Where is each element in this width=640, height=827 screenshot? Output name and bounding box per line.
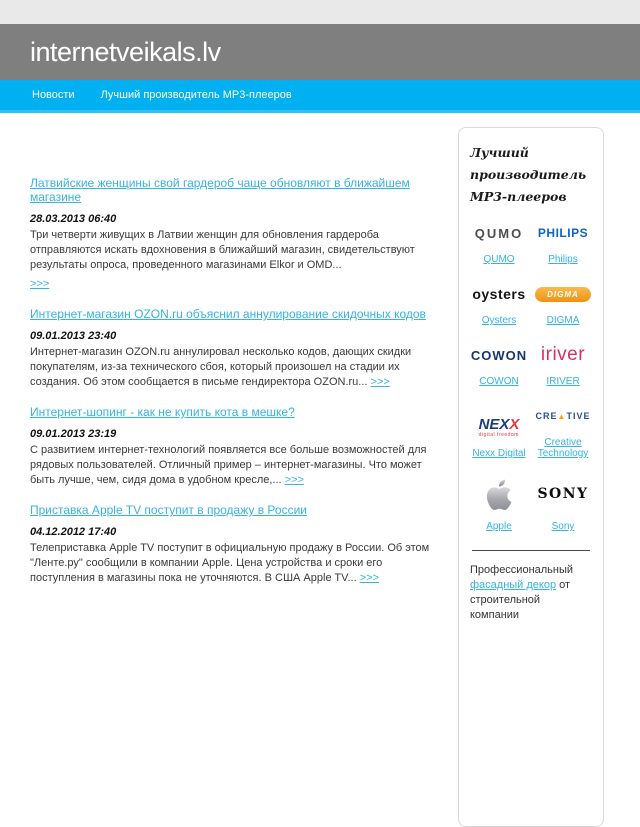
brand-cell-digma (534, 281, 592, 326)
main-nav (0, 80, 640, 113)
brand-cell-oysters (470, 281, 528, 326)
iriver-logo-icon: iriver (540, 344, 586, 365)
nav-item-news[interactable]: Новости (32, 89, 75, 101)
sony-logo-icon: SONY (537, 486, 589, 502)
article-date: 28.03.2013 06:40 (30, 213, 117, 225)
brand-link-creative[interactable]: Creative Technology (537, 437, 589, 459)
qumo-logo-icon: QUMO (474, 225, 524, 241)
footer-text-suffix: от строительной компании (470, 579, 571, 621)
read-more-link[interactable]: >>> (30, 278, 50, 290)
brand-link-iriver[interactable]: IRIVER (546, 376, 580, 387)
article-body (30, 443, 446, 488)
brand-link-digma[interactable]: DIGMA (546, 315, 580, 326)
sidebar-footer-text (470, 563, 592, 623)
brand-grid (470, 220, 592, 532)
brand-link-cowon[interactable]: COWON (479, 376, 519, 387)
article-date: 09.01.2013 23:19 (30, 428, 117, 440)
article-body (30, 345, 446, 390)
nexx-logo-icon: NEXX digital freedom (478, 415, 520, 438)
read-more-link[interactable]: >>> (370, 376, 390, 388)
article-text: Три четверти живущих в Латвии женщин для обновления гардероба отправляются искать вдохновения в ближайший магазин, свидетельствуют результаты опроса, проведенного магазинами Elkor и OMD... (30, 229, 415, 271)
article (30, 403, 446, 488)
article-title-link[interactable]: Интернет-магазин OZON.ru объяснил аннулирование скидочных кодов (30, 307, 426, 321)
facade-decor-link[interactable]: фасадный декор (470, 579, 557, 591)
philips-logo-icon: PHILIPS (537, 226, 589, 240)
news-list (30, 176, 446, 599)
nav-item-best-mp3-producer[interactable]: Лучший производитель МР3-плееров (100, 89, 292, 101)
creative-logo-icon: CRE▲TIVE (535, 411, 591, 421)
article-text: С развитием интернет-технологий появляется все больше возможностей для рядовых пользователей. Отличный пример – интернет-магазины. Что может быть лучше, чем, сидя дома в удобном кресле,... (30, 444, 427, 486)
brand-cell-qumo (470, 220, 528, 265)
article-title-link[interactable]: Приставка Apple TV поступит в продажу в России (30, 503, 307, 517)
site-header (0, 24, 640, 80)
brand-cell-nexx (470, 403, 528, 459)
read-more-link[interactable]: >>> (359, 572, 379, 584)
brand-cell-cowon (470, 342, 528, 387)
brand-link-nexx[interactable]: Nexx Digital (472, 448, 526, 459)
brand-link-qumo[interactable]: QUMO (483, 254, 515, 265)
article-date: 04.12.2012 17:40 (30, 526, 117, 538)
brand-cell-iriver (534, 342, 592, 387)
article-body (30, 541, 446, 586)
brand-cell-sony (534, 475, 592, 532)
poll-title: Лучший производитель МР3-плееров (470, 145, 587, 204)
brand-link-philips[interactable]: Philips (548, 254, 578, 265)
footer-text-prefix: Профессиональный (470, 564, 574, 576)
apple-logo-icon (484, 476, 514, 512)
brand-link-sony[interactable]: Sony (551, 521, 575, 532)
cowon-logo-icon: COWON (470, 347, 528, 363)
brand-cell-philips (534, 220, 592, 265)
article (30, 176, 446, 292)
article-text: Интернет-магазин OZON.ru аннулировал несколько кодов, дающих скидки покупателям, из-за технического сбоя, который произошел на стадии их создания. Об этом сообщается в письме гендиректора OZON.ru... (30, 346, 412, 388)
top-strip (0, 0, 640, 24)
article-title-link[interactable]: Интернет-шопинг - как не купить кота в мешке? (30, 405, 295, 419)
article (30, 305, 446, 390)
brand-cell-creative (534, 403, 592, 459)
article (30, 501, 446, 586)
article-date: 09.01.2013 23:40 (30, 330, 117, 342)
article-title-link[interactable]: Латвийские женщины свой гардероб чаще обновляют в ближайшем магазине (30, 176, 410, 204)
sidebar-divider (472, 550, 590, 551)
site-title: internetveikals.lv (30, 36, 221, 67)
article-text: Телеприставка Apple TV поступит в официальную продажу в России. Об этом "Ленте.ру" сообщили в компании Apple. Цена устройства и сроки его поступления в магазины пока не уточняются. В США Apple TV... (30, 542, 430, 584)
article-body (30, 228, 446, 292)
brand-cell-apple (470, 475, 528, 532)
read-more-link[interactable]: >>> (284, 474, 304, 486)
brand-link-apple[interactable]: Apple (486, 521, 512, 532)
digma-logo-icon: DIGMA (535, 287, 591, 302)
oysters-logo-icon: oysters (472, 286, 526, 302)
poll-widget (458, 127, 604, 827)
brand-link-oysters[interactable]: Oysters (481, 315, 517, 326)
